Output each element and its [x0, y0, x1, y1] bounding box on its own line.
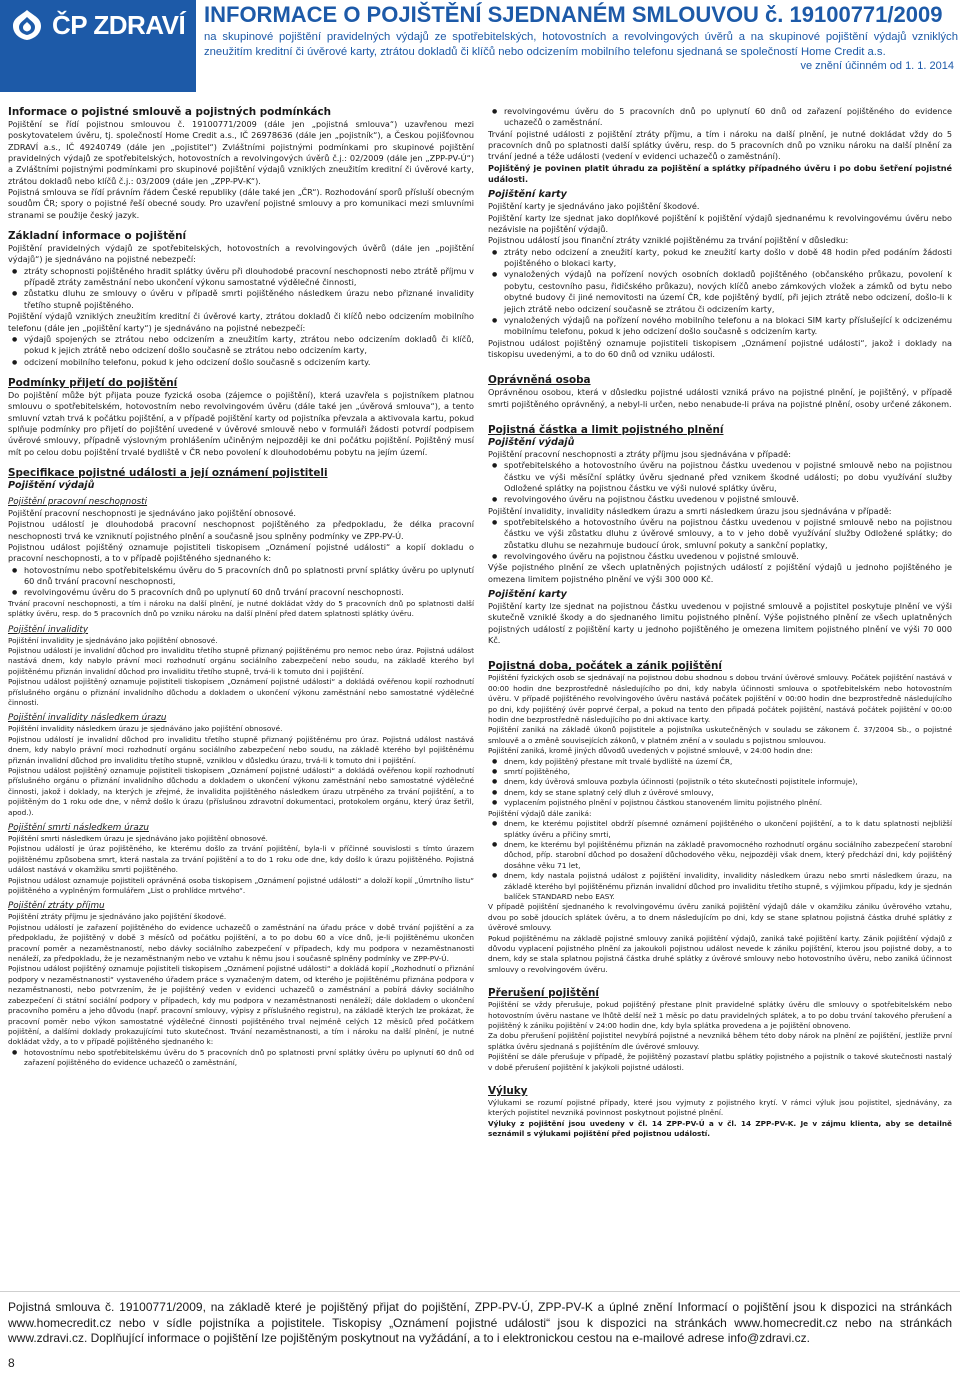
bullet-list: [8, 266, 474, 311]
paragraph: Za dobu přerušení pojištění pojistitel nevybírá pojistné a nevzniká během této doby nárok na plnění ze pojištění, jestliže první splátka úvěru sjednaná s pojištěním dle úvěrové smlouvy.: [488, 1031, 952, 1051]
paragraph: Pojistnou událost pojištěný oznamuje pojistiteli tiskopisem „Oznámení pojistné události“ a dokládá ověřenou kopií rozhodnutí příslušného orgánu o přiznání invalidního důchodu a dokladem o ukončení výkonu zaměstnání nebo samostatné výdělečné činnosti, jakož i doklady, na kterých je zřejmé, že invalidita pojištěného následkem úrazu utrpěného za trvání pojištění, a to pojištěným do 1 roku ode dne, v němž došlo k úrazu (příslušnou zdravotní dokumentaci, protokolem orgánu, který úraz šetřil, apod.).: [8, 765, 474, 817]
paragraph: Pojistnou událostí jsou finanční ztráty vzniklé pojištěnému za trvání pojištění v důsledku:: [488, 235, 849, 246]
subsection-heading: Pojištění výdajů: [8, 479, 95, 491]
paragraph: Pojištění zaniká na základě úkonů pojistitele a pojistníka uskutečněných v souladu se zákonem č. 37/2004 Sb., o pojistné smlouvě a o změně souvisejících zákonů, v platném znění a v souladu s pojistnou smlouvou.: [488, 725, 952, 745]
list-item: ● hotovostnímu nebo spotřebitelskému úvěru do 5 pracovních dnů po splatnosti první splátky úvěru po uplynutí 60 dnů trvání pracovní neschopnosti,: [8, 565, 474, 588]
section-heading: Oprávněná osoba: [488, 374, 591, 387]
paragraph: Pokud pojištěnému na základě pojistné smlouvy zaniká pojištění výdajů, zaniká také pojištění karty. Zánik pojištění výdajů z důvodu vyplacení pojistného plnění za jakoukoli pojistnou událost nevede k zániku pojištění, kterou jsou pojistné doby, a to dnem, kdy se stala splatnou pojistná částka druhé splátky z úvěrové smlouvy nebo hotovostního úvěru, nebo zaniká účinnost smlouvy o revolvingovém úvěru.: [488, 933, 952, 974]
paragraph: Pojištění invalidity, invalidity následkem úrazu a smrti následkem úrazu jsou sjednávána v případě:: [488, 505, 892, 516]
footer-text: Pojistná smlouva č. 19100771/2009, na základě které je pojištěný přijat do pojištění, ZPP-PV-Ú, ZPP-PV-K a úplné znění Informací o pojištění jsou k dispozici na stránkách www.homecredit.cz nebo v sídle pojistníka a pojistitele. Tiskopisy „Oznámení pojistné události“ jsou k dispozici na stránkách www.homecredit.cz nebo na stránkách www.zdravi.cz. Doplňující informace o pojištění lze pojištěným poskytnout na vyžádání, a to i elektronickou cestou na e-mailové adrese info@zdravi.cz.: [8, 1300, 952, 1345]
sub-subsection-heading: Pojištění pracovní neschopnosti: [8, 496, 148, 507]
bullet-list: [488, 247, 952, 338]
paragraph: Pojištění karty lze sjednat na pojistnou částku uvedenou v pojistné smlouvě a pojistitel poskytuje plnění ve výši skutečně vzniklé škody a do sjednaného limitu pojistného plnění. Výše pojistného plnění ze všech uplatněných pojistných událostí z pojištění karty u jednoho pojištěného je omezena limitem pojistného plnění ve výši 70 000 Kč.: [488, 601, 952, 646]
paragraph: Výluky z pojištění jsou uvedeny v čl. 14 ZPP-PV-Ú a v čl. 14 ZPP-PV-K. Je v zájmu klienta, aby se detailně seznámil s výlukami pojištění před pojistnou událostí.: [488, 1118, 952, 1139]
section-heading: Podmínky přijetí do pojištění: [8, 376, 178, 389]
paragraph: Trvání pracovní neschopnosti, a tím i nároku na další plnění, je nutné dokládat vždy do 5 pracovních dnů po splatnosti další splátky úvěru, resp. do 5 pracovních dnů po vzniku nároku na další plnění před datem splatnosti splátky úvěru.: [8, 598, 474, 619]
list-item: ● revolvingového úvěru na pojistnou částku uvedenou v pojistné smlouvě.: [488, 494, 952, 505]
logo-emblem-icon: [10, 8, 44, 42]
list-item: ● dnem, kdy pojištěný přestane mít trvalé bydliště na území ČR,: [488, 757, 952, 767]
paragraph: Pojistnou událostí je dlouhodobá pracovní neschopnost pojištěného za předpokladu, že délka pracovní neschopnosti trvá ke vzniknutí pojistného plnění a současně jsou splněny podmínky ve ZPP-PV-Ú.: [8, 519, 474, 541]
page-header: [0, 0, 960, 92]
paragraph: Pojištění ztráty příjmu je sjednáváno jako pojištění škodové.: [8, 912, 227, 922]
paragraph: Pojistnou událost oznamuje pojistiteli oprávněná osoba tiskopisem „Oznámení pojistné události“ a doloží kopií „Úmrtního listu“ pojištěného a vyplněným formulářem „List o prohlídce mrtvého“.: [8, 875, 474, 896]
paragraph: Výlukami se rozumí pojistné případy, které jsou vyjmuty z pojistného krytí. V rámci výluk jsou pojistitel, sjednávány, za kterých pojistitel nevzniká povinnost poskytnout pojistné plnění.: [488, 1098, 952, 1118]
brand-logo: [0, 0, 196, 92]
sub-subsection-heading: Pojištění smrti následkem úrazu: [8, 823, 149, 833]
list-item: ● výdajů spojených se ztrátou nebo odcizením a zneužitím karty, ztrátou nebo odcizením dokladů či klíčů, pokud k jejich ztrátě nebo odcizení došlo současně se ztrátou nebo odcizením karty,: [8, 334, 474, 357]
paragraph: Pojistná smlouva se řídí právním řádem České republiky (dále také jen „ČR“). Rozhodování sporů přísluší obecným soudům ČR; spory o pojistné řeší obecné soudy. Pro uzavření pojistné smlouvy a pro komunikaci mezi smluvními stranami se použije český jazyk.: [8, 187, 474, 220]
paragraph: Pojištění výdajů vzniklých zneužitím kreditní či úvěrové karty, ztrátou dokladů či klíčů nebo odcizením mobilního telefonu (dále jen „pojištění karty“) je sjednáváno na pojistné nebezpečí:: [8, 311, 474, 333]
logo-text: ČP ZDRAVÍ: [52, 10, 186, 40]
paragraph: Pojištěný je povinen platit úhradu za pojištění a splátky případného úvěru i po dobu šetření pojistné události.: [488, 162, 952, 185]
section-heading: Informace o pojistné smlouvě a pojistných podmínkách: [8, 106, 332, 118]
page-number: 8: [8, 1356, 15, 1370]
paragraph: Pojištění fyzických osob se sjednávají na pojistnou dobu shodnou s dobou trvání úvěrové smlouvy. Počátek pojištění nastává v 00:00 hodin dne bezprostředně následujícího po dni, kdy nabyla účinnosti smlouva o spotřebitelském nebo hotovostním úvěru. V případě pojištěného revolvingového úvěru nastává počátek pojištění v 00:00 hodin dne bezprostředně následujícího po dni, kdy pojištěný úvěr poprvé čerpal, a pokud na tento den připadá počátek pojištění, nastává počátek pojištění v 00:00 hodin dne bezprostředně následujícího po dni aktivace karty.: [488, 673, 952, 725]
list-item: ● dnem, kdy se stane splatný celý dluh z úvěrové smlouvy,: [488, 788, 952, 798]
list-item: ● spotřebitelského a hotovostního úvěru na pojistnou částku uvedenou v pojistné smlouvě nebo na pojistnou částku ve výši měsíční splátky úvěru sjednané před vznikem škodné události; po dobu využívání služby Odložené splátky na pojistnou částku ve výši nulové splátky úvěru,: [488, 460, 952, 494]
effective-date: ve znění účinném od 1. 1. 2014: [800, 60, 954, 72]
paragraph: Pojištění zaniká, kromě jiných důvodů uvedených v pojistné smlouvě, v 24:00 hodin dne:: [488, 746, 813, 756]
paragraph: Pojistnou událostí je invalidní důchod pro invaliditu třetího stupně přiznaný pojištěnému pro úraz. Pojistná událost nastává dnem, kdy nabylo právní moci rozhodnutí orgánu sociálního zabezpečení nebo soudu, na základě kterého byl pojištěnému přiznán invalidní důchod pro invaliditu třetího stupně, vzniklou v důsledku úrazu, trvá-li k tomuto dni i pojištění.: [8, 734, 474, 765]
list-item: ● revolvingového úvěru na pojistnou částku uvedenou v pojistné smlouvě.: [488, 551, 952, 562]
footer-divider: [0, 1291, 960, 1292]
paragraph: Pojištění karty je sjednáváno jako pojištění škodové.: [488, 201, 700, 212]
bullet-list: [488, 460, 952, 505]
bullet-list: [8, 1048, 474, 1069]
sub-subsection-heading: Pojištění ztráty příjmu: [8, 901, 105, 912]
bullet-list: [8, 334, 474, 368]
paragraph: Trvání pojistné události z pojištění ztráty příjmu, a tím i nároku na další plnění, je nutné dokládat vždy do 5 pracovních dnů po splatnosti další splátky úvěru, resp. do 5 pracovních dnů po vzniku nároku na další plnění za trvání jedné a téže události (vedení v evidenci uchazečů o zaměstnání).: [488, 128, 952, 162]
paragraph: Pojistnou událostí je úraz pojištěného, ke kterému došlo za trvání pojištění, byla-li v příčinné souvislosti s tímto úrazem pojištěnému způsobena smrt, která nastala za trvání pojištění a to do 1 roku ode dne, kdy došlo k úrazu pojištěného. Pojistná událost nastává v okamžiku smrti pojištěného.: [8, 844, 474, 875]
section-heading: Pojistná doba, počátek a zánik pojištění: [488, 660, 722, 673]
paragraph: Pojištění pracovní neschopnosti a ztráty příjmu jsou sjednávána v případě:: [488, 448, 791, 459]
section-heading: Výluky: [488, 1085, 528, 1098]
section-heading: Základní informace o pojištění: [8, 230, 187, 243]
paragraph: Oprávněnou osobou, která v důsledku pojistné události vzniká právo na pojistné plnění, je pojištěný, v případě smrti pojištěného oprávněný, a nebyl-li určen, nebo nenabude-li práva na pojistné plnění, osoby určené zákonem.: [488, 387, 952, 409]
bullet-list: [488, 106, 952, 129]
list-item: ● dnem, ke kterému byl pojištěnému přiznán na základě pravomocného rozhodnutí orgánu sociálního zabezpečení starobní důchod, příp. starobní důchod po dosažení důchodového věku, nejpozději však dnem, který předchází dni, kdy pojištěný dosáhne věku 71 let,: [488, 840, 952, 871]
paragraph: Pojištění se vždy přerušuje, pokud pojištěný přestane plnit pravidelné splátky úvěru dle smlouvy o spotřebitelském nebo hotovostním úvěru nastane ve lhůtě delší než 1 měsíc po datu pravidelných splátek, a to po dobu trvání takového přerušení a pojištěný k zániku pojištění v 24:00 hodin dne, kdy byla splátka provedena a je pojištění obnoveno.: [488, 1000, 952, 1030]
paragraph: Pojištění smrti následkem úrazu je sjednáváno jako pojištění obnosové.: [8, 834, 268, 843]
paragraph: Pojištění pracovní neschopnosti je sjednáváno jako pojištění obnosové.: [8, 507, 296, 518]
list-item: ● odcizení mobilního telefonu, pokud k jeho odcizení došlo současně s odcizením karty.: [8, 357, 474, 368]
list-item: ● smrtí pojištěného,: [488, 767, 952, 777]
right-column: [488, 106, 952, 1140]
subsection-heading: Pojištění karty: [488, 189, 567, 201]
list-item: ● spotřebitelského a hotovostního úvěru na pojistnou částku uvedenou v pojistné smlouvě nebo na pojistnou částku ve výši zůstatku dluhu z úvěrové smlouvy, a to v jeho době využívání služby Odložené splátky; do zůstatku dluhu se nezahrnuje budoucí úrok, smluvní pokuty a sankční poplatky,: [488, 517, 952, 551]
paragraph: Pojistnou událost pojištěný oznamuje pojistiteli tiskopisem „Oznámení pojistné události“ a dokládá kopií „Rozhodnutí o přiznání podpory v nezaměstnanosti“ vystaveného úřadem práce s vyznačeným datem, od kterého je pojištěnému přiznána podpora v nezaměstnanosti, nebo potvrzením, že je pojištěný veden v evidenci uchazečů o zaměstnání a pobírá dávky sociálního zabezpečení či státní sociální podpory v případech, kdy mu podpora v nezaměstnanosti nenáleží; dále dokladem o ukončení pracovního poměru a jeho důvodu (např. pracovní smlouvy, výpisy z příslušného registru), na základě kterých lze prokázat, že pracovní poměr nebo výkon samostatné výdělečné činnosti pojištěného trval nejméně celých 12 měsíců před počátkem pojištění, a dalšími doklady prokazujícími tuto skutečnost. Trvání nezaměstnanosti, a tím i nároku na další plnění, je nutné dokládat vždy, a to v případě pojištěného sjednaného k:: [8, 964, 474, 1047]
section-heading: Pojistná částka a limit pojistného plnění: [488, 423, 724, 436]
subsection-heading: Pojištění karty: [488, 589, 567, 601]
list-item: ● dnem, kdy nastala pojistná událost z pojištění invalidity, invalidity následkem úrazu nebo smrti následkem úrazu, na základě kterého byl pojištěnému přiznán invalidní důchod pro invaliditu třetího stupně, s výjimkou případu, kdy je sjednán balíček STANDARD nebo EASY.: [488, 871, 952, 902]
left-column: [8, 106, 474, 1069]
list-item: ● hotovostnímu nebo spotřebitelskému úvěru do 5 pracovních dnů po splatnosti první splátky úvěru po uplynutí 60 dnů od zařazení pojištěného do evidence uchazečů o zaměstnání,: [8, 1048, 474, 1069]
paragraph: Pojištění invalidity je sjednáváno jako pojištění obnosové.: [8, 635, 218, 645]
list-item: ● vynaložených výdajů na pořízení nových osobních dokladů pojištěného (občanského průkazu, povolení k pobytu, cestovního pasu, řidičského průkazu), nových klíčů anebo zámkových vložek a zámků od bytu nebo obytné budovy či jiné nemovitosti na území ČR, kde pojištěný bydlí, při jejich ztrátě nebo odcizení, došlo-li k jejich ztrátě nebo odcizení současně se ztrátou či odcizením karty,: [488, 269, 952, 314]
list-item: ● dnem, kdy úvěrová smlouva pozbyla účinnosti (pojistník o této skutečnosti pojistitele informuje),: [488, 777, 952, 787]
paragraph: Pojistnou událost pojištěný oznamuje pojistiteli tiskopisem „Oznámení pojistné události“ a dokládá ověřenou kopií rozhodnutí příslušného orgánu o přiznání invalidního důchodu a dokladem o ukončení výkonu zaměstnání nebo samostatné výdělečné činnosti.: [8, 677, 474, 707]
bullet-list: [488, 819, 952, 902]
list-item: ● vyplacením pojistného plnění v pojistnou částkou stanoveném limitu pojistného plnění.: [488, 798, 952, 808]
paragraph: Pojistnou událostí je zařazení pojištěného do evidence uchazečů o zaměstnání na úřadu práce v době trvání pojištění a za předpokladu, že pojištěný v době 3 měsíců od počátku pojištění, a to po dobu 60 a více dnů, je-li pojištěnému ukončen pracovní poměr a nezaměstnaností, nebo dávky sociálního zabezpečení v případech, kdy mu podpora v nezaměstnanosti nenáleží, za předpokladu, že je nezaměstnaným nebo ve vztahu k němu jsou i současně splněny podmínky ve ZPP-PV-Ú.: [8, 922, 474, 964]
list-item: ● zůstatku dluhu ze smlouvy o úvěru v případě smrti pojištěného následkem úrazu nebo přiznané invalidity třetího stupně pojištěného.: [8, 288, 474, 311]
paragraph: Pojištění pravidelných výdajů ze spotřebitelských, hotovostních a revolvingových úvěrů (dále jen „pojištění výdajů“) je sjednáváno na pojistné nebezpečí:: [8, 243, 474, 265]
list-item: ● ztráty nebo odcizení a zneužití karty, pokud ke zneužití karty došlo v době 48 hodin před podáním žádosti pojištěného o blokaci karty,: [488, 247, 952, 270]
section-heading: Přerušení pojištění: [488, 987, 599, 1000]
paragraph: V případě pojištění sjednaného k revolvingovému úvěru zaniká pojištění výdajů dále v okamžiku zániku úvěrového vztahu, dvou po sobě jdoucích splátek úvěru, a to dnem následujícím po dni, kdy se stane splatnou pojistná částka druhé splátky z úvěrové smlouvy.: [488, 902, 952, 933]
list-item: ● vynaložených výdajů na pořízení nového mobilního telefonu a na blokaci SIM karty příslušející k odcizenému mobilnímu telefonu, pokud k jeho odcizení došlo současně s odcizením karty.: [488, 315, 952, 338]
list-item: ● revolvingovému úvěru do 5 pracovních dnů po uplynutí 60 dnů trvání pracovní neschopnosti.: [8, 587, 474, 598]
bullet-list: [488, 757, 952, 809]
paragraph: Pojistnou událostí je invalidní důchod pro invaliditu třetího stupně přiznaný pojištěnému pro nemoc nebo úraz. Pojistná událost nastává dnem, kdy nabylo právní moci rozhodnutí orgánu sociálního zabezpečení nebo soudu, na základě kterého byl pojištěnému přiznán invalidní důchod pro invaliditu třetího stupně, trvá-li k tomuto dni i pojištění.: [8, 645, 474, 676]
paragraph: Pojištění se řídí pojistnou smlouvou č. 19100771/2009 (dále jen „pojistná smlouva“) uzavřenou mezi poskytovatelem úvěru, tj. společností Home Credit a.s., IČ 26978636 (dále jen „pojistník“), a Českou pojišťovnou ZDRAVÍ a.s., IČ 49240749 (dále jen „pojistitel“) Zvláštními pojistnými podmínkami pro skupinové pojištění pravidelných výdajů ze spotřebitelských, hotovostních a revolvingových úvěrů č.j.: 02/2009 (dále jen „ZPP-PV-Ú“) a Zvláštními pojistnými podmínkami pro skupinové pojištění výdajů vzniklých zneužitím kreditní či úvěrové karty, ztrátou dokladů nebo klíčů č.j.: 03/2009 (dále jen „ZPP-PV-K“).: [8, 119, 474, 186]
paragraph: Pojištění výdajů dále zaniká:: [488, 808, 592, 818]
paragraph: Pojištění karty lze sjednat jako doplňkové pojištění k pojištění výdajů sjednanému k revolvingovému úvěru nebo nezávisle na pojištění výdajů.: [488, 212, 952, 235]
document-subtitle: na skupinové pojištění pravidelných výdajů ze spotřebitelských, hotovostních a revolvingových úvěrů a na skupinové pojištění výdajů vzniklých zneužitím kreditní či úvěrové karty, ztrátou dokladů či klíčů nebo odcizením mobilního telefonu sjednaná se společností Home Credit a.s.: [204, 31, 958, 58]
sub-subsection-heading: Pojištění invalidity následkem úrazu: [8, 713, 167, 724]
document-title: INFORMACE O POJIŠTĚNÍ SJEDNANÉM SMLOUVOU č. 19100771/2009: [204, 2, 943, 27]
list-item: ● ztráty schopnosti pojištěného hradit splátky úvěru při dlouhodobé pracovní neschopnosti nebo ztrátě příjmu v případě ztráty zaměstnání nebo ukončení výkonu samostatné výdělečné činnosti,: [8, 266, 474, 289]
paragraph: Pojistnou událost pojištěný oznamuje pojistiteli tiskopisem „Oznámení pojistné události“, jakož i doklady na tiskopisu uvedenými, a to do 60 dnů od vzniku události.: [488, 337, 952, 359]
list-item: ● revolvingovému úvěru do 5 pracovních dnů po uplynutí 60 dnů od zařazení pojištěného do evidence uchazečů o zaměstnání.: [488, 106, 952, 129]
paragraph: Pojištění se dále přerušuje v případě, že pojištěný pozastaví platbu splátky pojistného a pojistník o takové skutečnosti nastalý v době přerušení pojištění k jakýkoli pojistné události.: [488, 1052, 952, 1072]
paragraph: Výše pojistného plnění ze všech uplatněných pojistných událostí z pojištění výdajů u jednoho pojištěného je omezena limitem pojistného plnění ve výši 300 000 Kč.: [488, 562, 952, 584]
paragraph: Pojistnou událost pojištěný oznamuje pojistiteli tiskopisem „Oznámení pojistné události“ a kopií dokladu o pracovní neschopnosti, a to v případě pojištěného sjednaného k:: [8, 541, 474, 564]
bullet-list: [488, 517, 952, 562]
section-heading: Specifikace pojistné události a její oznámení pojistiteli: [8, 466, 328, 479]
list-item: ● dnem, ke kterému pojistitel obdrží písemné oznámení pojištěného o ukončení pojištění, a to k datu splatnosti nejbližší splátky úvěru a přičiny smrti,: [488, 819, 952, 840]
bullet-list: [8, 565, 474, 599]
sub-subsection-heading: Pojištění invalidity: [8, 624, 89, 635]
paragraph: Pojištění invalidity následkem úrazu je sjednáváno jako pojištění obnosové.: [8, 724, 283, 734]
paragraph: Do pojištění může být přijata pouze fyzická osoba (zájemce o pojištění), která uzavřela s pojistníkem platnou smlouvu o spotřebitelském, hotovostním nebo revolvingovém úvěru (dále také jen „úvěrová smlouva“), a tento smluvní vztah trvá k počátku pojištění, a v případě pojištění karty od pojistníka převzala a aktivovala kartu, pokud splňuje podmínky pro přijetí do pojištění uvedené v úvěrové smlouvě nebo v formuláři žádosti potvrdí podpisem úvěrové smlouvy, případně výslovným prohlášením učiněným nejpozději ke dni počátku pojištění. Pojištěný musí mít po celou dobu pojištění trvalé bydliště v ČR nebo povolení k dlouhodobému pobytu na jejím území.: [8, 389, 474, 457]
subsection-heading: Pojištění výdajů: [488, 436, 575, 448]
